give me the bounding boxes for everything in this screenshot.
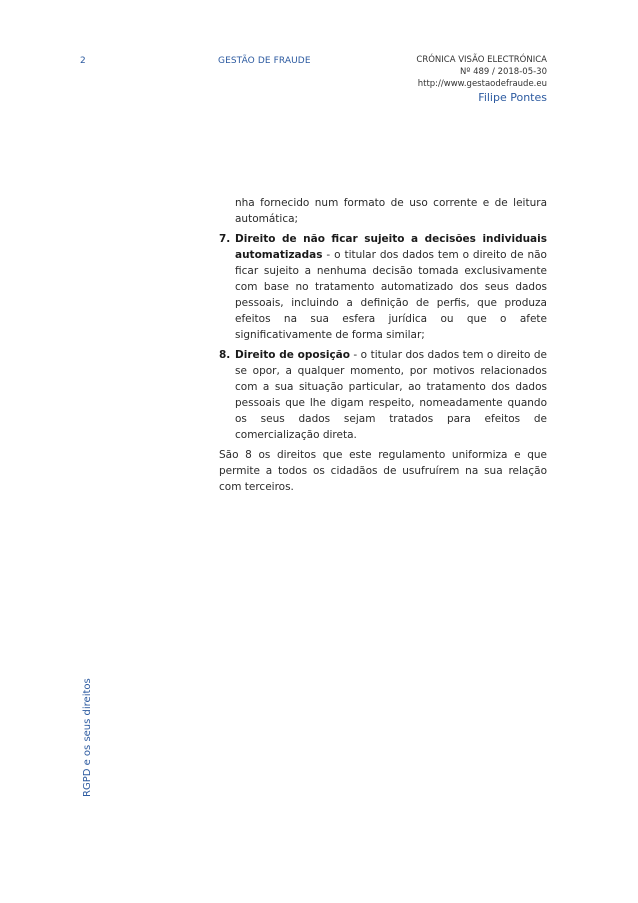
section-label: GESTÃO DE FRAUDE (218, 56, 311, 66)
list-item-text: - o titular dos dados tem o direito de se opor, a qualquer momento, por motivos relacionados com a sua situação particular, ao tratamento dos dados pessoais que lhe digam respeito, nomeadamente quando os seus dados sejam tratados para efeitos de comercialização direta. (235, 349, 547, 441)
continuation-text: nha fornecido num formato de uso corrente e de leitura automática; (235, 197, 547, 225)
list-item-number: 8. (219, 349, 231, 361)
list-item-term: Direito de oposição (235, 349, 350, 361)
side-label: RGPD e os seus direitos (82, 678, 93, 797)
publication-title: CRÓNICA VISÃO ELECTRÓNICA (416, 55, 547, 65)
page-number: 2 (80, 56, 86, 66)
list-item-body (235, 231, 547, 343)
list-item (219, 347, 547, 443)
author-name: Filipe Pontes (478, 91, 547, 104)
publication-info (416, 54, 547, 105)
list-item-body (235, 347, 547, 443)
list-item-term: Direito de não ficar sujeito a decisões individuais automatizadas (235, 233, 547, 261)
publication-url[interactable]: http://www.gestaodefraude.eu (417, 79, 547, 89)
issue-number: Nº 489 / 2018-05-30 (460, 67, 547, 77)
list-item (219, 231, 547, 343)
article-content (219, 195, 547, 495)
closing-paragraph: São 8 os direitos que este regulamento uniformiza e que permite a todos os cidadãos de usufruírem na sua relação com terceiros. (219, 449, 547, 493)
list-item-text: - o titular dos dados tem o direito de não ficar sujeito a nenhuma decisão tomada exclusivamente com base no tratamento automatizado dos seus dados pessoais, incluindo a definição de perfis, que produza efeitos na sua esfera jurídica ou que o afete significativamente de forma similar; (235, 249, 547, 341)
list-item-number: 7. (219, 233, 231, 245)
